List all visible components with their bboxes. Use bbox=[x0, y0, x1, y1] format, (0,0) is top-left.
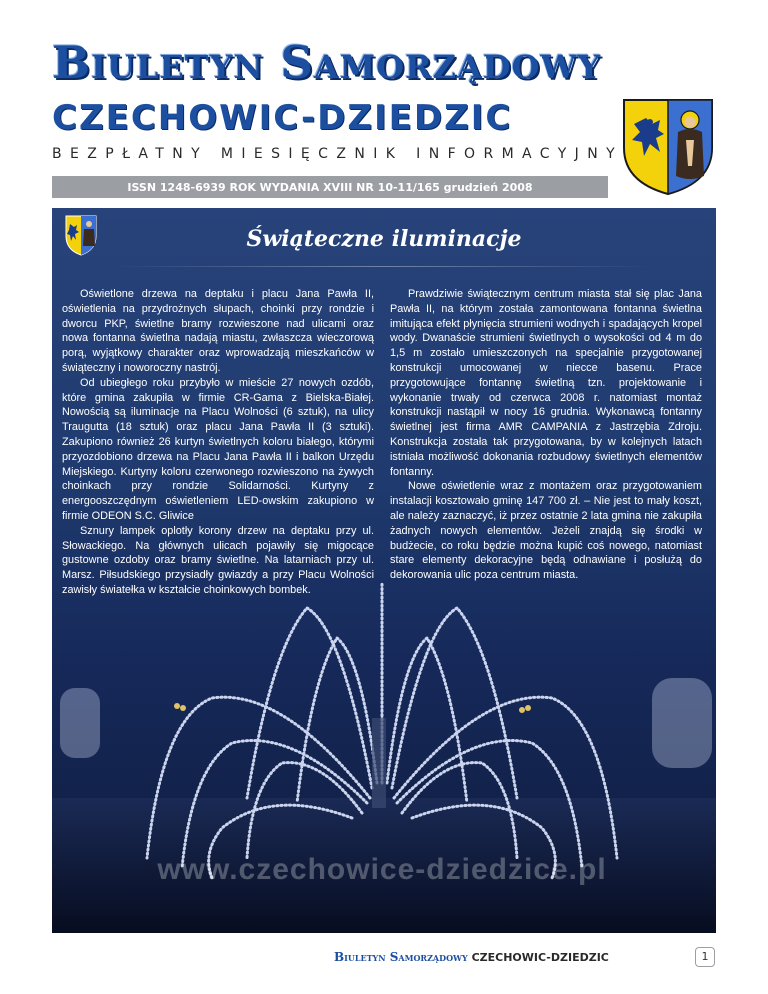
coat-of-arms-icon bbox=[64, 214, 98, 256]
issn-bar: ISSN 1248-6939 ROK WYDANIA XVIII NR 10-11/165 grudzień 2008 bbox=[52, 176, 608, 198]
article-paragraph: Prawdziwie świątecznym centrum miasta stał się plac Jana Pawła II, na którym została zamontowana fontanna świetlna imitująca efekt płynięcia strumieni wodnych i spadających kropel wody. Dwanaście strumieni świetlnych o wysokości od 4 m do 1,5 m zostało umieszczonych na specjalnie przygotowanej konstrukcji umocowanej w niecce basenu. Prace przygotowujące fontannę świetlną tzn. projektowanie i wykonanie trwały od czerwca 2008 r. natomiast montaż konstrukcji nastąpił w nocy 16 grudnia. Wykonawcą fontanny świetlnej jest firma AMR CAMPANIA z Jastrzębia Zdroju. Konstrukcja została tak przygotowana, by w kolejnych latach istniała możliwość dokonania rozbudowy świetlnych elementów fontanny. bbox=[390, 288, 702, 478]
newsletter-city: CZECHOWIC-DZIEDZIC bbox=[52, 98, 513, 138]
website-watermark: www.czechowice-dziedzice.pl bbox=[157, 853, 607, 886]
article-paragraph: Sznury lampek oplotły korony drzew na deptaku przy ul. Słowackiego. Na głównych ulicach pojawiły się migocące gustowne ozdoby oraz bramy świetlne. Na latarniach przy ul. Marsz. Piłsudskiego przysiadły gwiazdy a przy Placu Wolności zawisły światełka w kształcie choinkowych bombek. bbox=[62, 524, 374, 596]
coat-of-arms-icon bbox=[620, 96, 716, 196]
footer-title: Biuletyn Samorządowy bbox=[334, 950, 468, 964]
article-column-right bbox=[390, 287, 702, 583]
article-panel bbox=[52, 208, 716, 933]
article-title: Świąteczne iluminacje bbox=[246, 226, 522, 252]
page-number: 1 bbox=[695, 947, 715, 967]
article-column-left bbox=[62, 287, 374, 598]
footer-brand bbox=[334, 950, 694, 966]
newsletter-tagline: BEZPŁATNY MIESIĘCZNIK INFORMACYJNY bbox=[52, 146, 624, 162]
article-paragraph: Nowe oświetlenie wraz z montażem oraz przygotowaniem instalacji kosztowało gminę 147 700 zł. – Nie jest to mały koszt, ale należy zaznaczyć, iż przez ostatnie 2 lata gmina nie zakupiła żadnych nowych elementów. Jeżeli znajdą się środki w budżecie, co roku będzie można kupić coś nowego, natomiast stare elementy dekoracyjne będą odnawiane i posłużą do dekorowania ulic poza centrum miasta. bbox=[390, 480, 702, 582]
article-paragraph: Od ubiegłego roku przybyło w mieście 27 nowych ozdób, które gmina zakupiła w firmie CR-Gama z Bielska-Białej. Nowością są iluminacje na Placu Wolności (6 sztuk), na ulicy Traugutta (18 sztuk) oraz placu Jana Pawła II (3 sztuki). Zakupiono również 26 kurtyn świetlnych koloru białego, którymi przyozdobiono drzewa na Placu Jana Pawła II i balkon Urzędu Miejskiego. Kurtyny koloru czerwonego rozwieszono na żywych choinkach przy rondzie Solidarności. Kurtyny z energooszczędnym oświetleniem LED-owskim zakupiono w firmie ODEON S.C. Gliwice bbox=[62, 376, 374, 522]
newsletter-title: Biuletyn Samorządowy bbox=[52, 36, 602, 89]
title-divider bbox=[112, 266, 652, 267]
article-paragraph: Oświetlone drzewa na deptaku i placu Jana Pawła II, oświetlenia na przydrożnych słupach, choinki przy rondzie i dworcu PKP, świetlne bramy rozwieszone nad ulicami oraz nowa fontanna świetlna nadają miastu, zwłaszcza wieczorową porą, wyjątkowy charakter oraz wprowadzają mieszkańców w świąteczny i noworoczny nastrój. bbox=[62, 288, 374, 374]
footer-city: CZECHOWIC-DZIEDZIC bbox=[471, 951, 609, 964]
